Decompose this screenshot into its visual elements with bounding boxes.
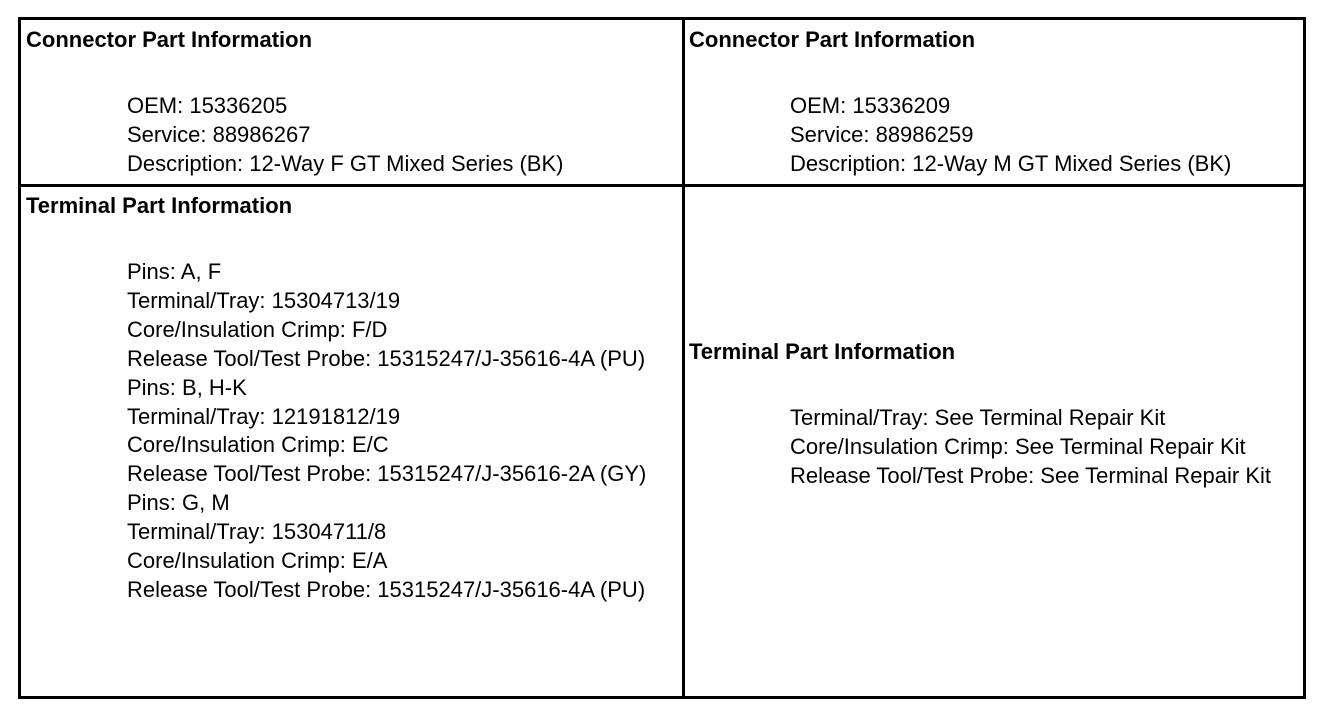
terminal-line: Release Tool/Test Probe: See Terminal Repair Kit xyxy=(790,462,1271,488)
description-right: Description: 12-Way M GT Mixed Series (BK) xyxy=(790,150,1232,176)
terminal-heading-right: Terminal Part Information xyxy=(689,339,956,364)
terminal-line: Core/Insulation Crimp: E/A xyxy=(127,548,388,574)
service-number-left: Service: 88986267 xyxy=(127,121,311,147)
terminal-line: Pins: A, F xyxy=(127,259,222,284)
connector-info-table xyxy=(18,17,1306,699)
terminal-details-right xyxy=(689,404,1304,491)
terminal-line: Pins: B, H-K xyxy=(127,374,247,400)
description-left: Description: 12-Way F GT Mixed Series (BK) xyxy=(127,150,564,176)
connector-part-info-right xyxy=(689,26,1304,182)
service-number-right: Service: 88986259 xyxy=(790,121,974,147)
terminal-line: Terminal/Tray: 15304713/19 xyxy=(127,287,401,313)
terminal-part-info-right xyxy=(689,338,1304,568)
connector-heading-right: Connector Part Information xyxy=(689,27,976,52)
terminal-line: Release Tool/Test Probe: 15315247/J-35616-4A (PU) xyxy=(127,345,646,371)
terminal-line: Core/Insulation Crimp: F/D xyxy=(127,316,388,342)
terminal-line: Release Tool/Test Probe: 15315247/J-35616-4A (PU) xyxy=(127,576,646,602)
terminal-heading-left: Terminal Part Information xyxy=(26,193,293,218)
oem-number-right: OEM: 15336209 xyxy=(790,93,951,118)
terminal-line: Core/Insulation Crimp: E/C xyxy=(127,432,389,458)
row-divider xyxy=(21,184,1303,187)
terminal-line: Pins: G, M xyxy=(127,490,230,516)
connector-details-right xyxy=(689,92,1304,179)
terminal-line: Core/Insulation Crimp: See Terminal Repair Kit xyxy=(790,433,1246,459)
terminal-details-left xyxy=(26,258,676,605)
connector-part-info-left xyxy=(26,26,676,182)
terminal-part-info-left xyxy=(26,192,676,697)
column-divider xyxy=(682,20,685,696)
terminal-line: Terminal/Tray: 15304711/8 xyxy=(127,519,387,545)
connector-heading-left: Connector Part Information xyxy=(26,27,313,52)
terminal-line: Terminal/Tray: 12191812/19 xyxy=(127,403,401,429)
terminal-line: Release Tool/Test Probe: 15315247/J-35616-2A (GY) xyxy=(127,461,647,487)
terminal-line: Terminal/Tray: See Terminal Repair Kit xyxy=(790,405,1166,430)
connector-details-left xyxy=(26,92,676,179)
oem-number-left: OEM: 15336205 xyxy=(127,93,288,118)
